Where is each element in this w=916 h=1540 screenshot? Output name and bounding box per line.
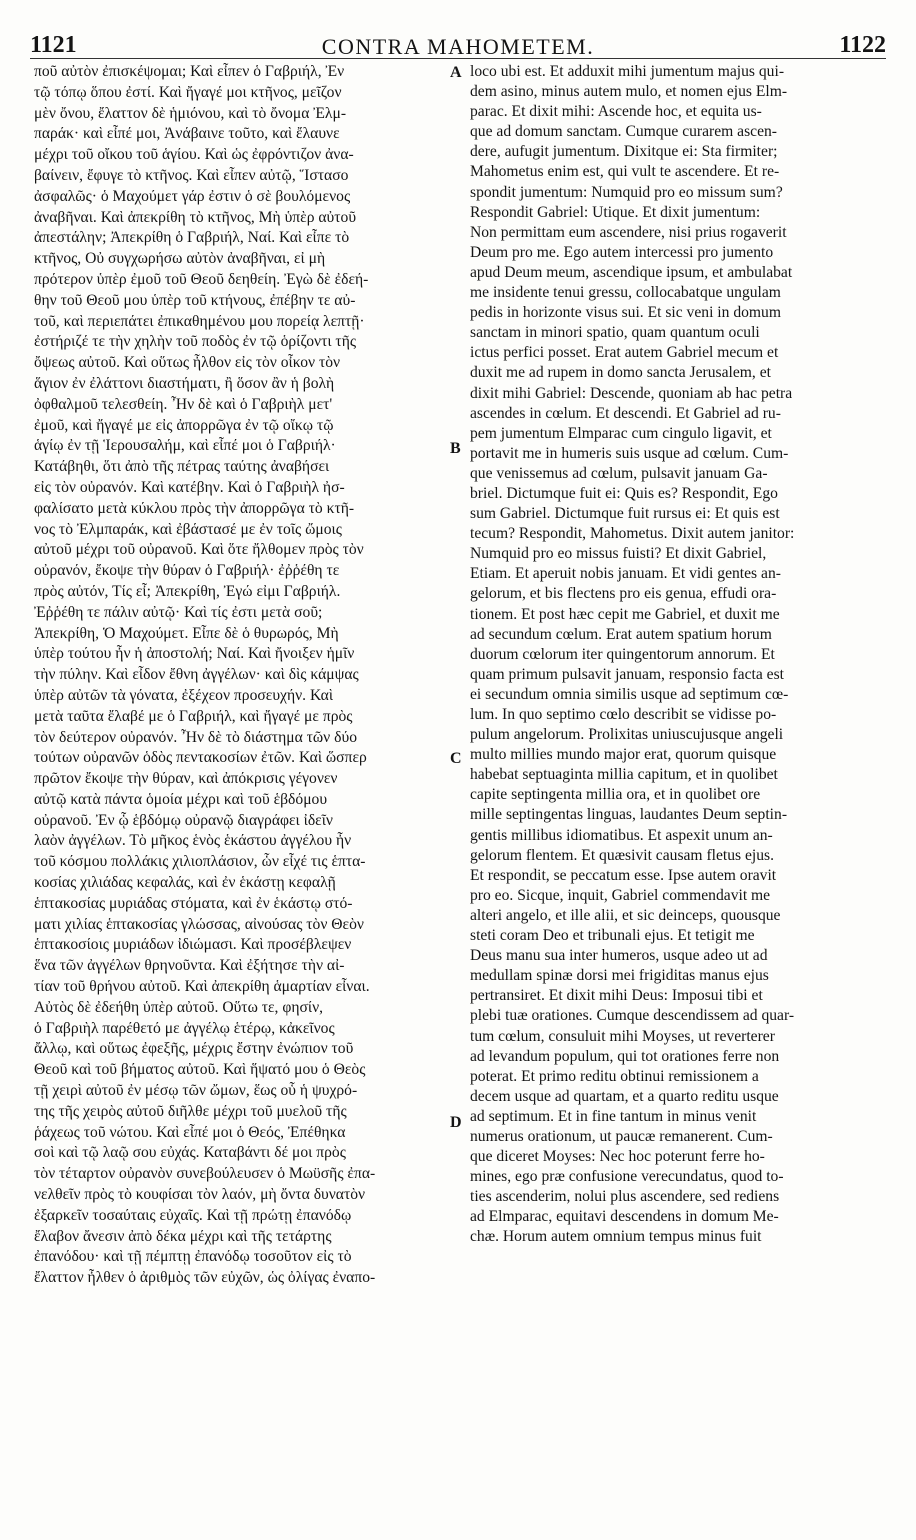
text-line: ἑπτακοσίας μυριάδας στόματα, καὶ ἐν ἑκάστῳ στό- — [34, 894, 353, 912]
text-line: φαλίσατο μετὰ κύκλου πρὸς τὴν ἀπορρῶγα τὸ κτῆ- — [34, 499, 355, 517]
text-line: ἀσφαλῶς· ὁ Μαχούμετ γάρ ἐστιν ὁ σὲ βουλόμενος — [34, 187, 351, 205]
text-line: loco ubi est. Et adduxit mihi jumentum majus qui- — [470, 63, 785, 80]
text-line: Etiam. Et aperuit nobis januam. Et vidi gentes an- — [470, 565, 781, 583]
text-line: Deum pro me. Ego autem intercessi pro jumento — [470, 243, 774, 261]
text-line: mines, ego præ confusione verecundatus, quod to- — [470, 1168, 784, 1186]
text-line: Et respondit, se peccatum esse. Ipse autem oravit — [470, 866, 777, 884]
text-line: σοὶ καὶ τῷ λαῷ σου εὐχάς. Καταβάντι δέ μοι πρὸς — [34, 1144, 346, 1162]
text-line: apud Deum meum, ascendique ipsum, et ambulabat — [470, 263, 793, 281]
text-line: plebi tuæ orationes. Cumque descendissem ad quar- — [470, 1007, 795, 1025]
text-line: ad septimum. Et in fine tantum in minus venit — [470, 1107, 757, 1125]
text-line: τῇ χειρὶ αὐτοῦ ἐν μέσῳ τῶν ὤμων, ἕως οὗ ἡ ψυχρό- — [34, 1082, 358, 1100]
text-line: ἐμοῦ, καὶ ἤγαγέ με εἰς ἀπορρῶγα ἐν τῷ οἴκῳ τῷ — [34, 416, 334, 434]
text-line: ἔλαβον ἄνεσιν ἀπὸ δέκα μέχρι καὶ τῆς τετάρτης — [34, 1227, 332, 1245]
text-line: ad Elmparac, equitavi descendens in domum Me- — [470, 1208, 779, 1226]
text-line: ματι χιλίας ἑπτακοσίας γλώσσας, αἰνούσας τὸν Θεὸν — [34, 915, 364, 933]
latin-text-column — [470, 62, 880, 1248]
text-line: αὐτῷ κατὰ πάντα ὁμοία μέχρι καὶ τοῦ ἑβδόμου — [34, 790, 328, 808]
text-line: θην τοῦ Θεοῦ μου ὑπὲρ τοῦ κτήνους, ἐπέβην τε αὐ- — [34, 291, 356, 309]
section-marker-a: A — [450, 64, 462, 81]
text-line: ei secundum omnia similis usque ad septimum cœ- — [470, 685, 789, 703]
text-line: mille septingentas linguas, laudantes Deum septin- — [470, 806, 788, 824]
text-line: dere, aufugit jumentum. Dixitque ei: Sta firmiter; — [470, 143, 778, 161]
text-line: τοῦ, καὶ περιεπάτει ἐπικαθημένου μου πορείᾳ λεπτῇ· — [34, 312, 365, 330]
text-line: νελθεῖν πρὸς τὸ κουφίσαι τὸν λαόν, μὴ ὄντα δυνατὸν — [34, 1186, 366, 1204]
text-line: πρῶτον ἔκοψε τὴν θύραν, καὶ ἀπόκρισις γέγονεν — [34, 770, 338, 788]
text-line: μέχρι τοῦ οἴκου τοῦ ἁγίου. Καὶ ὡς ἐφρόντιζον ἀνα- — [34, 146, 354, 164]
text-line: ad secundum cœlum. Erat autem spatium horum — [470, 625, 772, 643]
text-line: capite septingenta millia ora, et in quolibet ore — [470, 786, 761, 804]
text-line: κοσίας χιλιάδας κεφαλάς, καὶ ἐν ἑκάστῃ κεφαλῇ — [34, 874, 336, 892]
text-line: παράκ· καὶ εἶπέ μοι, Ἀνάβαινε τοῦτο, καὶ ἔλαυνε — [34, 125, 340, 143]
text-line: pedis in horizonte visus sui. Et sic veni in domum — [470, 304, 781, 322]
text-line: dem asino, minus autem mulo, et nomen ejus Elm- — [470, 83, 788, 101]
text-line: ῥάχεως τοῦ νώτου. Καὶ εἶπέ μοι ὁ Θεός, Ἐπέθηκα — [34, 1123, 346, 1141]
section-marker-c: C — [450, 750, 462, 767]
text-line: chæ. Horum autem omnium tempus minus fuit — [470, 1228, 762, 1246]
text-line: τὸν δεύτερον οὐρανόν. Ἦν δὲ τὸ διάστημα τῶν δύο — [34, 728, 357, 746]
text-line: τὴν πύλην. Καὶ εἶδον ἔθνη ἀγγέλων· καὶ δὶς κάμψας — [34, 666, 359, 684]
text-line: medullam spinæ dorsi mei frigiditas manus ejus — [470, 967, 769, 985]
text-line: briel. Dictumque fuit ei: Quis es? Respondit, Ego — [470, 484, 778, 502]
running-header — [30, 14, 886, 60]
text-line: gelorum flentem. Et quæsivit causam fletus ejus. — [470, 846, 775, 864]
text-line: pulum angelorum. Prolixitas uniuscujusque angeli — [470, 726, 784, 744]
page-number-left: 1121 — [30, 32, 77, 58]
text-line: ἔλαττον ἦλθεν ὁ ἀριθμὸς τῶν εὐχῶν, ὡς ὀλίγας ἐναπο- — [34, 1269, 376, 1287]
text-line: Θεοῦ καὶ τοῦ βήματος αὐτοῦ. Καὶ ἥψατό μου ὁ Θεὸς — [34, 1061, 366, 1079]
text-line: Numquid pro eo missus fuisti? Et dixit Gabriel, — [470, 545, 767, 563]
text-line: ἐστήριζέ τε τὴν χηλὴν τοῦ ποδὸς ἐν τῷ ὁρίζοντι τῆς — [34, 333, 357, 351]
text-line: τῷ τόπῳ ὅπου ἐστί. Καὶ ἤγαγέ μοι κτῆνος, μεῖζον — [34, 83, 342, 101]
text-line: spondit jumentum: Numquid pro eo missum sum? — [470, 183, 783, 201]
text-line: Mahometus enim est, qui vult te ascendere. Et re- — [470, 163, 780, 181]
text-line: decem usque ad quartam, et a quarto reditu usque — [470, 1087, 779, 1105]
text-line: parac. Et dixit mihi: Ascende hoc, et equita us- — [470, 103, 762, 121]
text-line: me insidente tenui gressu, collocabatque ungulam — [470, 284, 781, 302]
text-line: ἀναβῆναι. Καὶ ἀπεκρίθη τὸ κτῆνος, Μὴ ὑπὲρ αὐτοῦ — [34, 208, 357, 226]
text-line: habebat septuaginta millia capitum, et in quolibet — [470, 766, 778, 784]
header-rule — [30, 58, 886, 59]
text-line: Non permittam eum ascendere, nisi prius rogaverit — [470, 223, 787, 241]
text-line: λαὸν ἀγγέλων. Τὸ μῆκος ἑνὸς ἑκάστου ἀγγέλου ἦν — [34, 832, 352, 850]
text-line: sanctam in minori spatio, quam quantum oculi — [470, 324, 760, 342]
text-line: ὑπὲρ τούτου ἦν ἡ ἀποστολή; Ναί. Καὶ ἤνοιξεν ἡμῖν — [34, 645, 355, 663]
text-line: ἐπανόδου· καὶ τῇ πέμπτῃ ἐπανόδῳ τοσοῦτον εἰς τὸ — [34, 1248, 352, 1266]
text-line: portavit me in humeris suis usque ad cœlum. Cum- — [470, 444, 789, 462]
text-line: duorum cœlorum iter quingentorum annorum. Et — [470, 645, 775, 663]
text-line: ties ascenderim, nolui plus ascendere, sed rediens — [470, 1188, 780, 1206]
text-line: ictus perfici posset. Erat autem Gabriel mecum et — [470, 344, 779, 362]
text-line: que diceret Moyses: Nec hoc poterunt ferre ho- — [470, 1148, 765, 1166]
text-line: Deus manu sua inter humeros, usque adeo ut ad — [470, 947, 768, 965]
text-line: numerus orationum, ut paucæ remanerent. Cum- — [470, 1127, 773, 1145]
text-line: pertransiret. Et dixit mihi Deus: Imposui tibi et — [470, 987, 763, 1005]
text-line: Ἀπεκρίθη, Ὁ Μαχούμετ. Εἶπε δὲ ὁ θυρωρός, Μὴ — [34, 624, 339, 642]
text-line: ἐξαρκεῖν τοσαύταις εὐχαῖς. Καὶ τῇ πρώτῃ ἐπανόδῳ — [34, 1206, 352, 1224]
text-line: οὐρανόν, ἔκοψε τὴν θύραν ὁ Γαβριήλ· ἐῤῥέθη τε — [34, 562, 340, 580]
text-line: τούτων οὐρανῶν ὁδὸς πεντακοσίων ἐτῶν. Καὶ ὥσπερ — [34, 749, 367, 767]
text-line: gelorum, et bis flectens pro eis genua, effudi ora- — [470, 585, 777, 603]
text-line: pro eo. Sicque, inquit, Gabriel commendavit me — [470, 886, 771, 904]
text-line: gentis millibus idiomatibus. Et aspexit unum an- — [470, 826, 773, 844]
text-line: πρὸς αὐτόν, Τίς εἶ; Ἀπεκρίθη, Ἐγώ εἰμι Γαβριήλ. — [34, 582, 341, 600]
text-line: νος τὸ Ἐλμπαράκ, καὶ ἐβάστασέ με ἐν τοῖς ὤμοις — [34, 520, 342, 538]
text-line: Αὐτὸς δὲ ἐδεήθη ὑπὲρ αὐτοῦ. Οὕτω τε, φησίν, — [34, 998, 324, 1016]
text-line: Respondit Gabriel: Utique. Et dixit jumentum: — [470, 203, 761, 221]
text-line: que ad domum sanctam. Cumque curarem ascen- — [470, 123, 778, 141]
text-line: Ἐῤῥέθη τε πάλιν αὐτῷ· Καὶ τίς ἐστι μετὰ σοῦ; — [34, 603, 323, 621]
text-line: ποῦ αὐτὸν ἐπισκέψομαι; Καὶ εἶπεν ὁ Γαβριήλ, Ἐν — [34, 63, 345, 80]
text-line: duxit me ad rupem in domo sancta Jerusalem, et — [470, 364, 771, 382]
text-line: tionem. Et post hæc cepit me Gabriel, et duxit me — [470, 605, 780, 623]
text-line: τοῦ κόσμου πολλάκις χιλιοπλάσιον, ὧν εἶχέ τις ἑπτα- — [34, 853, 366, 871]
text-line: της τῆς χειρὸς αὐτοῦ διῆλθε μέχρι τοῦ μυελοῦ τῆς — [34, 1102, 347, 1120]
text-line: lum. In quo septimo cœlo describit se vidisse po- — [470, 706, 777, 723]
text-line: ὁ Γαβριὴλ παρέθετό με ἀγγέλῳ ἑτέρῳ, κἀκεῖνος — [34, 1019, 335, 1037]
text-line: quam primum pulsavit januam, responsio facta est — [470, 665, 784, 683]
page-number-right: 1122 — [839, 32, 886, 58]
text-line: ὄψεως αὐτοῦ. Καὶ οὕτως ἦλθον εἰς τὸν οἶκον τὸν — [34, 354, 341, 372]
section-marker-d: D — [450, 1114, 462, 1131]
text-line: τίαν τοῦ θρήνου αὐτοῦ. Καὶ ἀπεκρίθη ἁμαρτίαν εἶναι. — [34, 978, 370, 996]
greek-text-column — [34, 62, 444, 1289]
text-line: Κατάβηθι, ὅτι ἀπὸ τῆς πέτρας ταύτης ἀναβήσει — [34, 458, 330, 476]
text-line: ἕνα τῶν ἀγγέλων θρηνοῦντα. Καὶ ἐξήτησε τὴν αἰ- — [34, 957, 345, 975]
text-line: multo millies mundo major erat, quorum quisque — [470, 746, 777, 764]
text-line: εἰς τὸν οὐρανόν. Καὶ κατέβην. Καὶ ὁ Γαβριὴλ ἠσ- — [34, 478, 345, 496]
text-line: ἀπεστάλην; Ἀπεκρίθη ὁ Γαβριήλ, Ναί. Καὶ εἶπε τὸ — [34, 229, 350, 247]
text-line: μὲν ὄνου, ἔλαττον δὲ ἡμιόνου, καὶ τὸ ὄνομα Ἐλμ- — [34, 104, 347, 122]
text-line: τὸν τέταρτον οὐρανὸν συνεβούλευσεν ὁ Μωϋσῆς ἐπα- — [34, 1165, 376, 1183]
text-line: ἅγιον ἐν ἐλάττονι διαστήματι, ἢ ὅσον ἂν ἡ βολὴ — [34, 374, 335, 392]
text-line: alteri angelo, et ille alii, et sic deinceps, quousque — [470, 906, 781, 924]
text-line: αὐτοῦ μέχρι τοῦ οὐρανοῦ. Καὶ ὅτε ἤλθομεν πρὸς τὸν — [34, 541, 364, 559]
text-line: ascendes in cœlum. Et descendi. Et Gabriel ad ru- — [470, 404, 781, 422]
running-title: CONTRA MAHOMETEM. — [321, 34, 595, 59]
text-line: ὑπὲρ αὐτῶν τὰ γόνατα, ἐξέχεον προσευχήν. Καὶ — [34, 686, 334, 704]
text-line: πρότερον ὑπὲρ ἐμοῦ τοῦ Θεοῦ δεηθείη. Ἐγὼ δὲ ἐδεή- — [34, 270, 369, 288]
text-line: ἄλλῳ, καὶ οὕτως ἐφεξῆς, μέχρις ἔστην ἐνώπιον τοῦ — [34, 1040, 354, 1058]
text-line: ἁγίῳ ἐν τῇ Ἱερουσαλήμ, καὶ εἶπέ μοι ὁ Γαβριήλ· — [34, 437, 336, 455]
text-line: sum Gabriel. Dictumque fuit rursus ei: Et quis est — [470, 505, 780, 523]
text-line: steti coram Deo et tribunali ejus. Et tetigit me — [470, 927, 755, 945]
text-line: ad levandum populum, qui tot orationes ferre non — [470, 1047, 780, 1065]
text-line: tum cœlum, consuluit mihi Moyses, ut reverterer — [470, 1027, 775, 1045]
text-line: tecum? Respondit, Mahometus. Dixit autem janitor: — [470, 525, 795, 543]
text-line: ὀφθαλμοῦ τελεσθείη. Ἦν δὲ καὶ ὁ Γαβριὴλ μετ' — [34, 395, 333, 413]
section-marker-b: B — [450, 440, 461, 457]
text-line: κτῆνος, Οὐ συγχωρήσω αὐτὸν ἀναβῆναι, εἰ μὴ — [34, 250, 326, 268]
text-line: que venissemus ad cœlum, pulsavit januam Ga- — [470, 464, 768, 482]
text-line: μετὰ ταῦτα ἔλαβέ με ὁ Γαβριήλ, καὶ ἤγαγέ με πρὸς — [34, 707, 353, 725]
text-line: poterat. Et primo reditu obtinui remissionem a — [470, 1067, 759, 1085]
text-line: βαίνειν, ἔφυγε τὸ κτῆνος. Καὶ εἶπεν αὐτῷ, Ἵστασο — [34, 166, 349, 184]
text-line: οὐρανοῦ. Ἐν ᾧ ἑβδόμῳ οὐρανῷ διαγράφει ἰδεῖν — [34, 811, 333, 829]
text-line: ἑπτακοσίοις μυριάδων ἰδιώμασι. Καὶ προσέβλεψεν — [34, 936, 352, 954]
text-line: pem jumentum Elmparac cum cingulo ligavit, et — [470, 424, 772, 442]
text-line: dixit mihi Gabriel: Descende, quoniam ab hac petra — [470, 384, 793, 402]
